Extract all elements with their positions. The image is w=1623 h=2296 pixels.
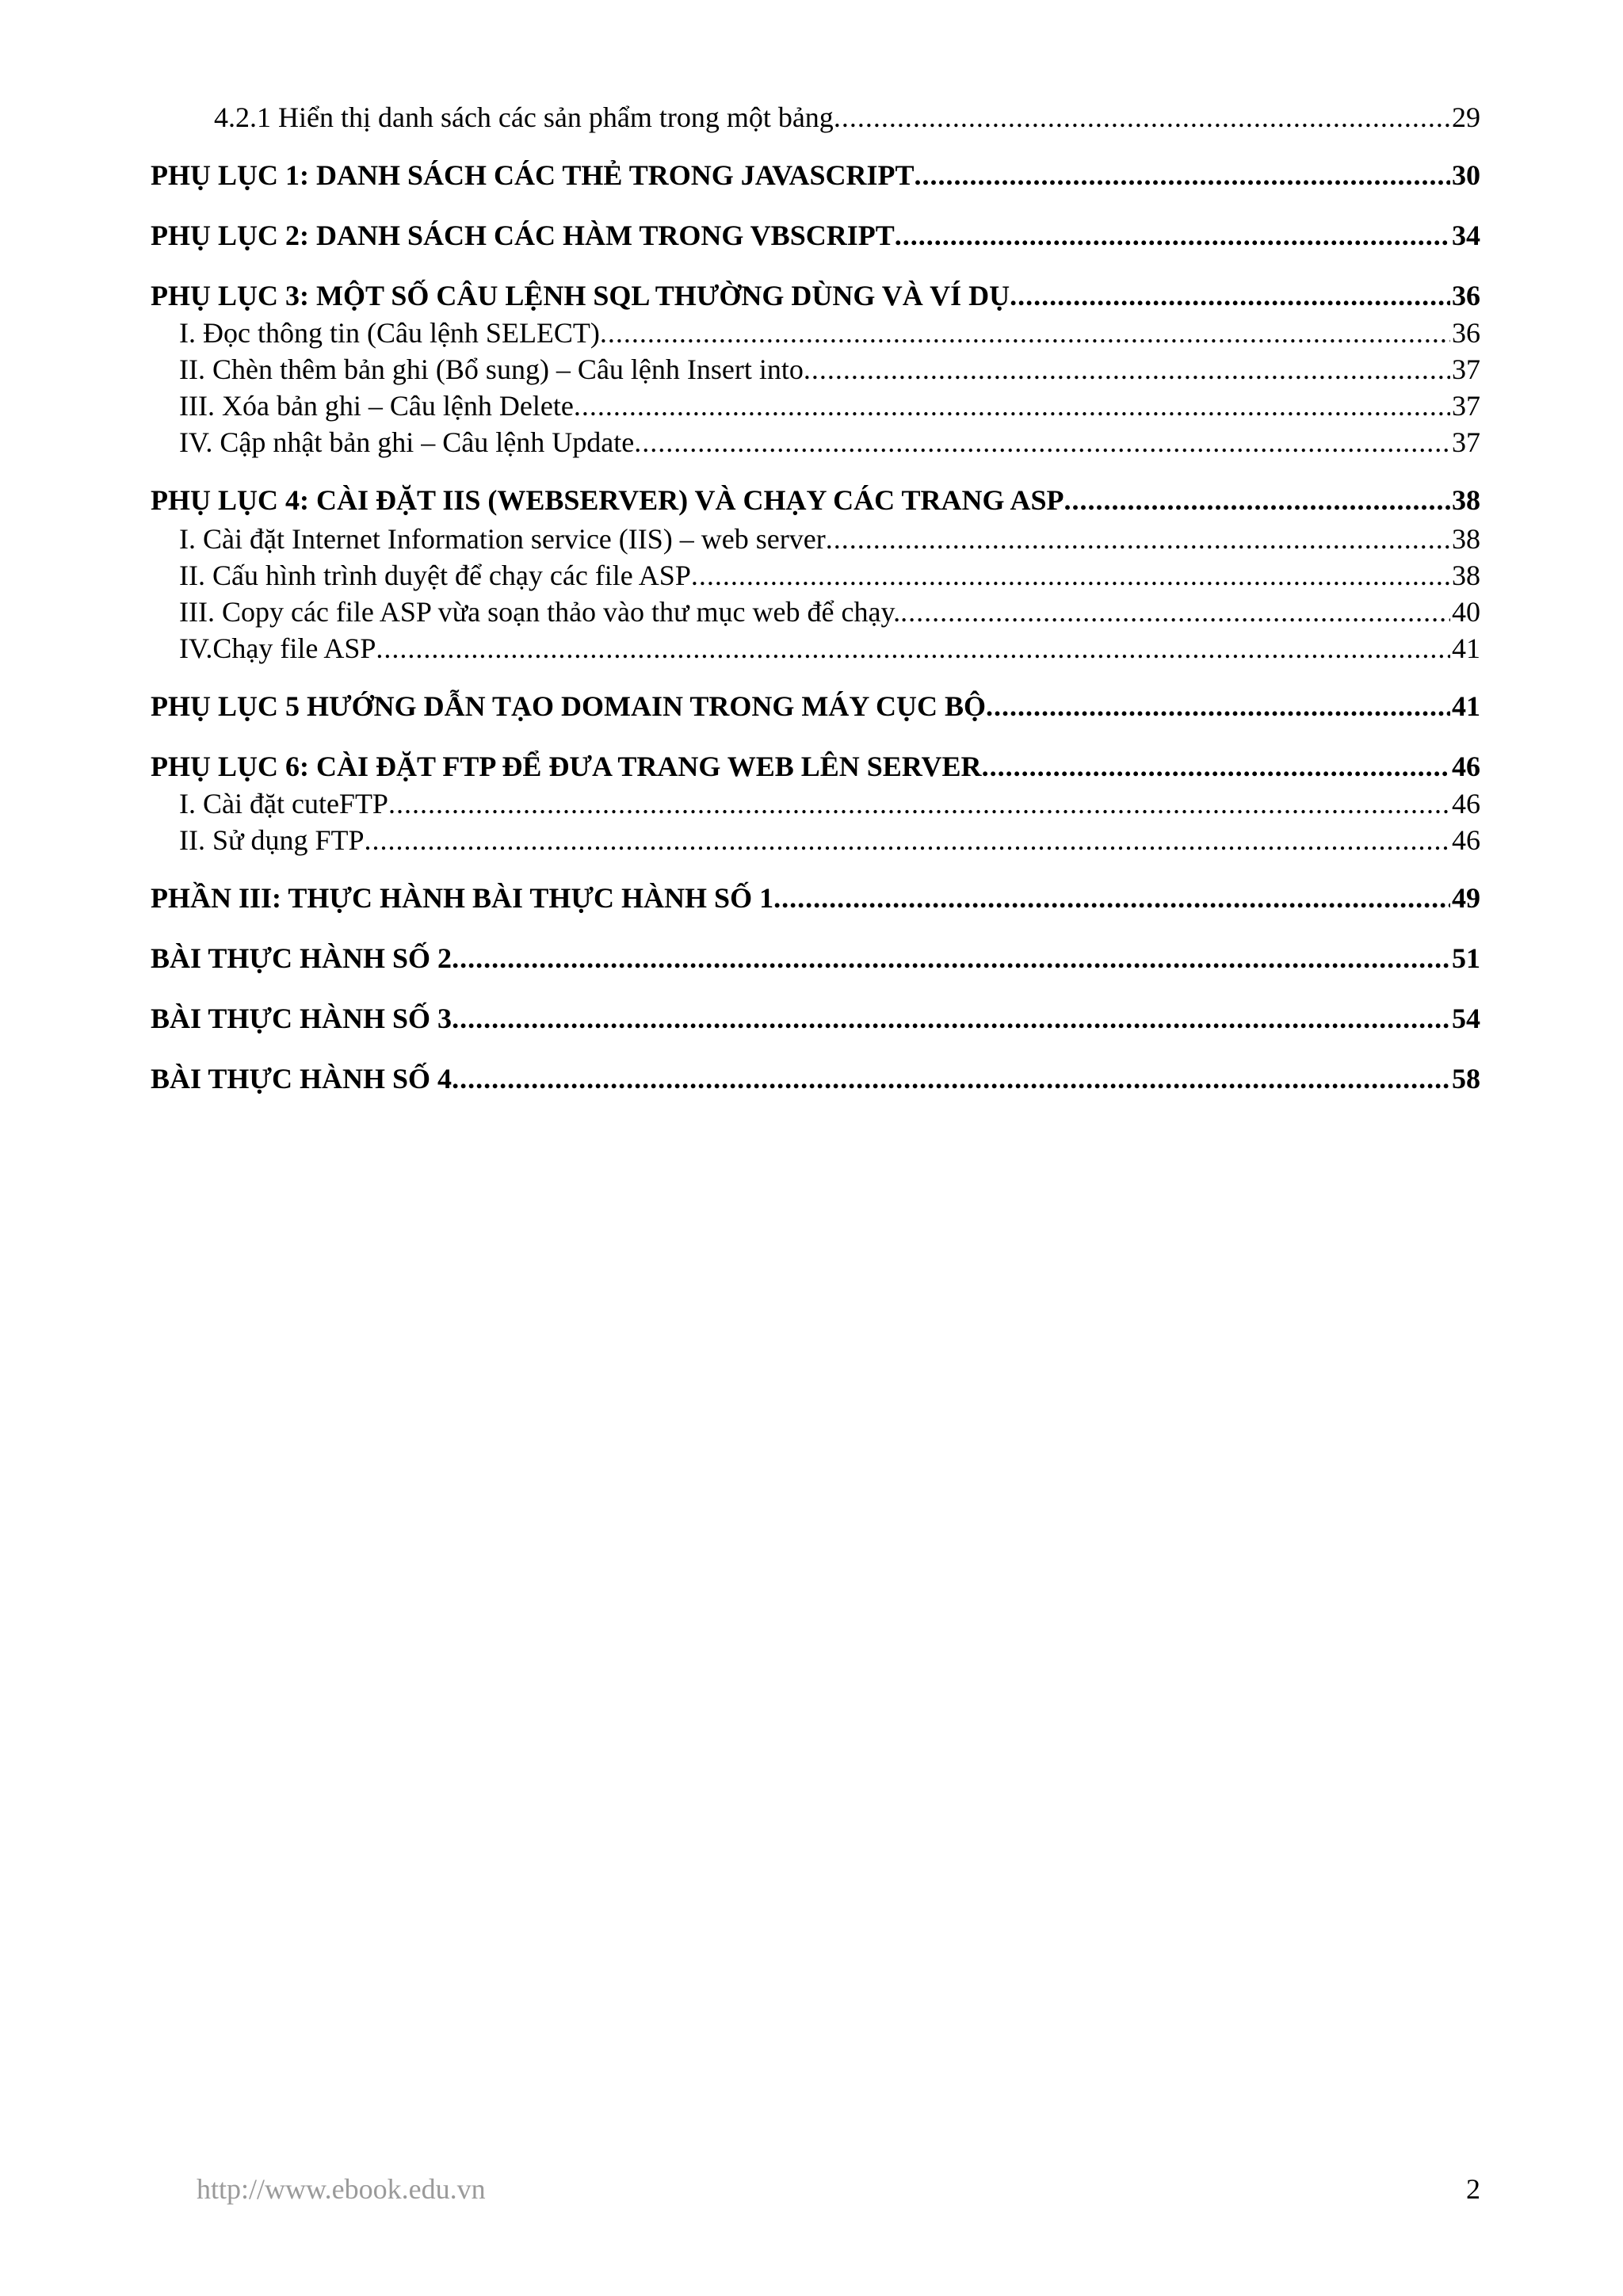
toc-leader-dots (574, 388, 1450, 423)
toc-entry[interactable] (179, 425, 1480, 460)
toc-leader-dots (376, 631, 1450, 666)
toc-leader-dots (834, 100, 1450, 135)
toc-entry-page: 36 (1452, 280, 1480, 311)
toc-entry-title: IV. Cập nhật bản ghi – Câu lệnh Update (179, 426, 635, 458)
toc-entry[interactable] (179, 521, 1480, 556)
toc-entry-page: 29 (1452, 101, 1480, 133)
toc-entry-title: IV.Chạy file ASP (179, 632, 376, 664)
toc-leader-dots (634, 425, 1450, 460)
toc-entry-title: 4.2.1 Hiển thị danh sách các sản phẩm trong một bảng (214, 101, 834, 133)
toc-leader-dots (914, 157, 1450, 193)
toc-entry-title: PHỤ LỤC 1: DANH SÁCH CÁC THẺ TRONG JAVASCRIPT (151, 159, 915, 191)
toc-leader-dots (982, 748, 1450, 785)
toc-entry-title: PHỤ LỤC 2: DANH SÁCH CÁC HÀM TRONG VBSCRIPT (151, 220, 895, 251)
toc-leader-dots (452, 1060, 1450, 1097)
toc-leader-dots (895, 217, 1450, 254)
toc-entry[interactable] (151, 880, 1480, 916)
toc-entry-title: PHỤ LỤC 4: CÀI ĐẶT IIS (WEBSERVER) VÀ CHẠY CÁC TRANG ASP (151, 484, 1064, 516)
toc-entry[interactable] (151, 277, 1480, 314)
toc-entry[interactable] (179, 786, 1480, 821)
toc-entry-title: PHẦN III: THỰC HÀNH BÀI THỰC HÀNH SỐ 1 (151, 882, 774, 914)
toc-entry-page: 41 (1452, 690, 1480, 722)
toc-entry-page: 49 (1452, 882, 1480, 914)
toc-entry-title: PHỤ LỤC 5 HƯỚNG DẪN TẠO DOMAIN TRONG MÁY CỤC BỘ (151, 690, 987, 722)
toc-entry-title: III. Copy các file ASP vừa soạn thảo vào thư mục web để chạy. (179, 596, 901, 628)
toc-entry-page: 37 (1452, 426, 1480, 458)
toc-entry-page: 37 (1452, 353, 1480, 385)
toc-leader-dots (691, 558, 1450, 593)
toc-entry[interactable] (151, 482, 1480, 518)
toc-entry-title: II. Cấu hình trình duyệt để chạy các file ASP (179, 560, 691, 591)
toc-entry[interactable] (179, 558, 1480, 593)
toc-entry[interactable] (179, 352, 1480, 387)
toc-leader-dots (1010, 277, 1450, 314)
toc-entry-title: BÀI THỰC HÀNH SỐ 3 (151, 1003, 453, 1034)
toc-entry-page: 38 (1452, 560, 1480, 591)
toc-entry-page: 34 (1452, 220, 1480, 251)
toc-entry-title: I. Cài đặt cuteFTP (179, 788, 388, 819)
footer-url[interactable]: http://www.ebook.edu.vn (197, 2173, 486, 2205)
toc-entry[interactable] (214, 100, 1480, 135)
toc-entry[interactable] (151, 157, 1480, 193)
toc-leader-dots (804, 352, 1450, 387)
toc-leader-dots (452, 1000, 1450, 1037)
toc-entry-title: I. Cài đặt Internet Information service (IIS) – web server (179, 523, 826, 555)
toc-leader-dots (773, 880, 1450, 916)
toc-leader-dots (986, 688, 1450, 724)
toc-entry-title: PHỤ LỤC 6: CÀI ĐẶT FTP ĐỂ ĐƯA TRANG WEB LÊN SERVER (151, 751, 982, 782)
toc-entry-page: 54 (1452, 1003, 1480, 1034)
toc-entry[interactable] (151, 1060, 1480, 1097)
toc-entry[interactable] (151, 1000, 1480, 1037)
toc-entry-page: 46 (1452, 788, 1480, 819)
toc-entry-page: 30 (1452, 159, 1480, 191)
toc-leader-dots (900, 594, 1450, 629)
toc-entry[interactable] (179, 315, 1480, 350)
toc-entry-page: 36 (1452, 317, 1480, 349)
toc-entry[interactable] (179, 823, 1480, 858)
toc-leader-dots (1064, 482, 1450, 518)
footer-page-number: 2 (1466, 2173, 1480, 2205)
toc-entry-page: 46 (1452, 751, 1480, 782)
toc-entry-page: 38 (1452, 484, 1480, 516)
toc-entry-title: III. Xóa bản ghi – Câu lệnh Delete (179, 390, 574, 422)
toc-leader-dots (388, 786, 1450, 821)
toc-entry-title: II. Chèn thêm bản ghi (Bổ sung) – Câu lệnh Insert into (179, 353, 804, 385)
toc-entry-page: 51 (1452, 942, 1480, 974)
toc-entry[interactable] (179, 631, 1480, 666)
toc-leader-dots (365, 823, 1450, 858)
toc-entry-title: BÀI THỰC HÀNH SỐ 2 (151, 942, 453, 974)
toc-entry-title: PHỤ LỤC 3: MỘT SỐ CÂU LỆNH SQL THƯỜNG DÙNG VÀ VÍ DỤ (151, 280, 1010, 311)
toc-leader-dots (452, 940, 1450, 976)
toc-leader-dots (826, 521, 1450, 556)
toc-entry-page: 40 (1452, 596, 1480, 628)
toc-entry-title: II. Sử dụng FTP (179, 824, 365, 856)
toc-entry[interactable] (179, 388, 1480, 423)
toc-entry[interactable] (151, 217, 1480, 254)
toc-entry[interactable] (151, 940, 1480, 976)
toc-leader-dots (600, 315, 1450, 350)
toc-entry-page: 38 (1452, 523, 1480, 555)
toc-entry-title: BÀI THỰC HÀNH SỐ 4 (151, 1063, 453, 1095)
toc-entry[interactable] (151, 688, 1480, 724)
toc-entry-page: 46 (1452, 824, 1480, 856)
toc-entry-title: I. Đọc thông tin (Câu lệnh SELECT) (179, 317, 600, 349)
toc-entry-page: 41 (1452, 632, 1480, 664)
toc-entry-page: 58 (1452, 1063, 1480, 1095)
toc-entry[interactable] (151, 748, 1480, 785)
toc-entry-page: 37 (1452, 390, 1480, 422)
toc-entry[interactable] (179, 594, 1480, 629)
